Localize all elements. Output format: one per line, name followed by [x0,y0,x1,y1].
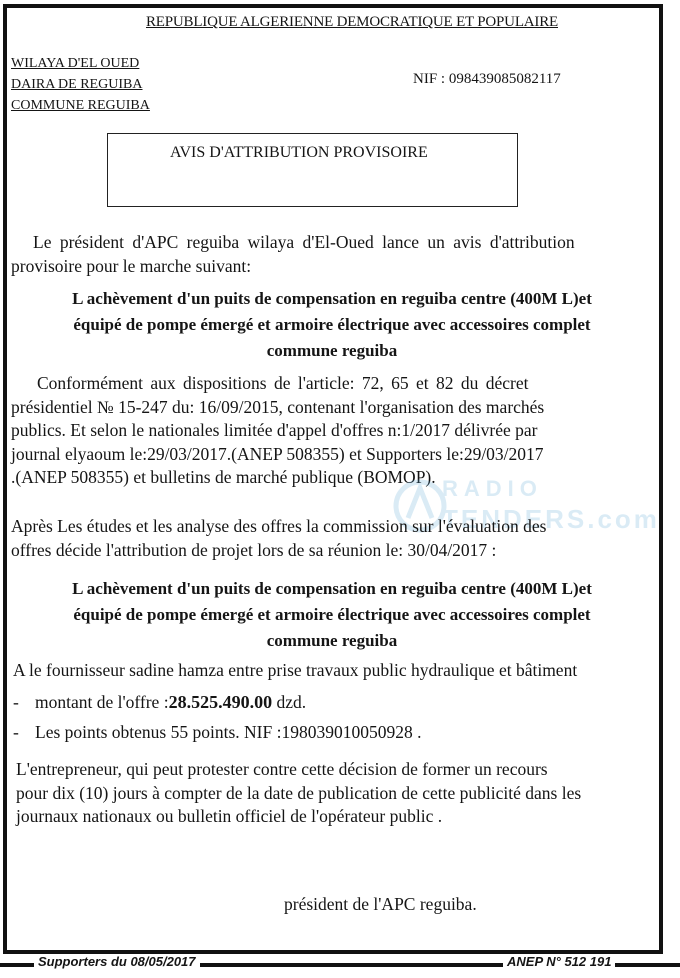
bullet-dash: - [13,692,19,712]
footer-publication: Supporters du 08/05/2017 [34,954,200,969]
daira-label: DAIRA DE REGUIBA [11,77,143,92]
evaluation-line: Après Les études et les analyse des offres la commission sur l'évaluation des [11,516,547,536]
points-text: Les points obtenus 55 points. NIF :198039010050928 . [35,722,422,742]
appeal-line: journaux nationaux ou bulletin officiel de l'opérateur public . [16,806,443,826]
supplier-line: A le fournisseur sadine hamza entre prise travaux public hydraulique et bâtiment [13,660,578,680]
wilaya-label: WILAYA D'EL OUED [11,56,140,71]
signature-line: président de l'APC reguiba. [284,894,477,914]
bullet-dash: - [13,722,19,742]
project-title-first [20,286,644,364]
project-title-line: L achèvement d'un puits de compensation en reguiba centre (400M L)et [72,289,592,308]
appeal-line: L'entrepreneur, qui peut protester contre cette décision de former un recours [16,759,548,779]
watermark-text: TENDERS.com [442,504,660,534]
publication-footer [0,954,680,978]
watermark-text: RADIO [442,476,543,501]
project-title-second [20,576,644,654]
evaluation-line: offres décide l'attribution de projet lors de sa réunion le: 30/04/2017 : [11,539,497,560]
conformity-line: .(ANEP 508355) et bulletins de marché publique (BOMOP). [11,467,436,487]
commune-label: COMMUNE REGUIBA [11,98,150,113]
offer-amount-item [13,692,306,713]
conformity-line: publics. Et selon le nationales limitée d'appel d'offres n:1/2017 délivrée par [11,420,538,440]
project-title-line: commune reguiba [266,631,398,650]
intro-paragraph [11,231,639,278]
title-box [107,133,518,207]
conformity-line: journal elyaoum le:29/03/2017.(ANEP 508355) et Supporters le:29/03/2017 [11,443,544,464]
points-item [13,722,421,743]
republic-heading: REPUBLIQUE ALGERIENNE DEMOCRATIQUE ET POPULAIRE [146,14,558,30]
offer-label: montant de l'offre : [35,692,169,712]
conformity-line: Conformément aux dispositions de l'article: 72, 65 et 82 du décret [37,373,529,393]
project-title-line: commune reguiba [266,341,398,360]
offer-currency: dzd. [272,692,307,712]
offer-amount: 28.525.490.00 [168,692,273,712]
nif-number: NIF : 098439085082117 [413,71,561,87]
appeal-line: pour dix (10) jours à compter de la date de publication de cette publicité dans les [16,782,582,803]
administrative-block [11,53,150,116]
intro-line: Le président d'APC reguiba wilaya d'El-Oued lance un avis d'attribution [33,232,575,252]
project-title-line: équipé de pompe émergé et armoire électrique avec accessoires complet [73,605,591,624]
project-title-line: équipé de pompe émergé et armoire électrique avec accessoires complet [73,315,591,334]
intro-line: provisoire pour le marche suivant: [11,255,252,276]
project-title-line: L achèvement d'un puits de compensation en reguiba centre (400M L)et [72,579,592,598]
appeal-paragraph [16,758,644,829]
footer-anep-number: ANEP N° 512 191 [503,954,615,969]
notice-title: AVIS D'ATTRIBUTION PROVISOIRE [170,144,428,161]
conformity-line: présidentiel № 15-247 du: 16/09/2015, contenant l'organisation des marchés [11,396,545,417]
evaluation-paragraph [11,515,639,562]
